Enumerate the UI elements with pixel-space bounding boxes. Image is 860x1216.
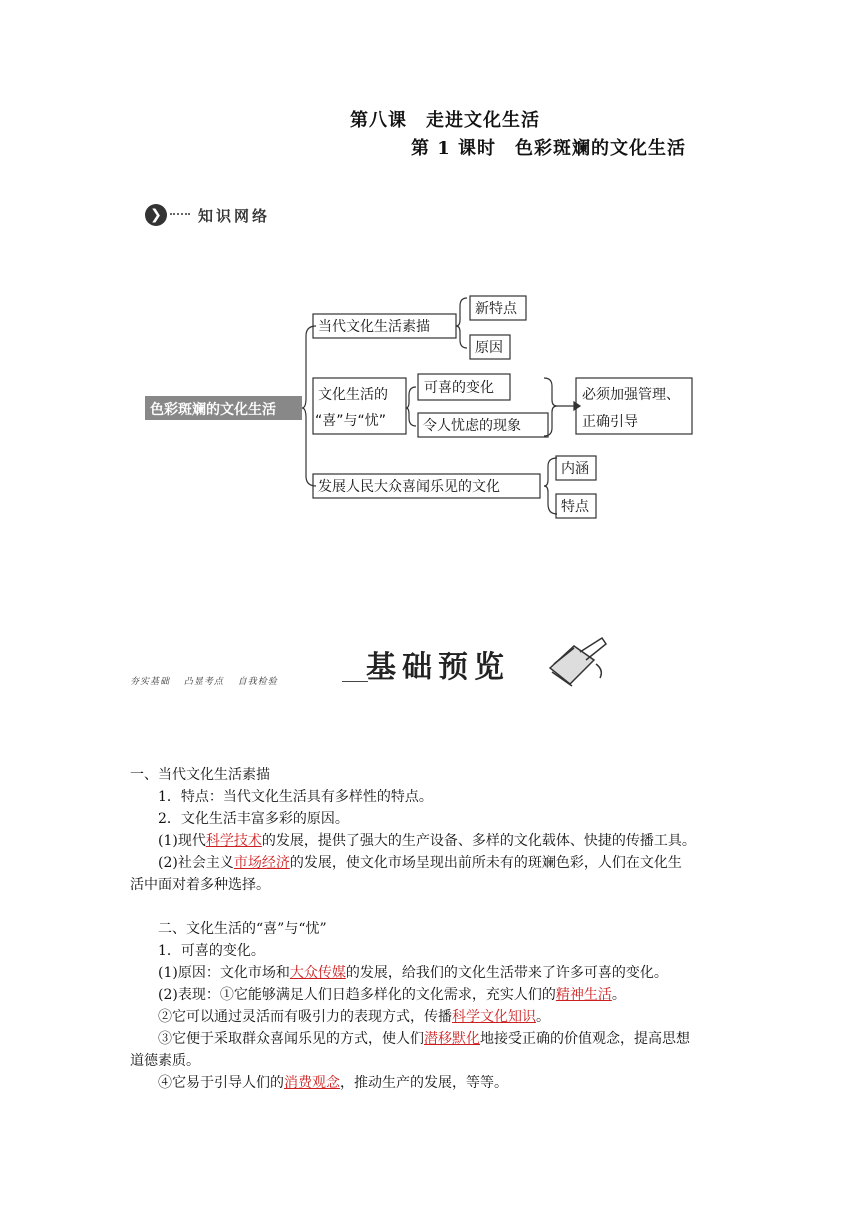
mindmap-b3-child1: 内涵 bbox=[561, 461, 589, 477]
heading-2: 二、文化生活的“喜”与“忧” bbox=[158, 921, 327, 937]
answer-blank: 大众传媒 bbox=[289, 965, 346, 981]
motto-2: 凸显考点 bbox=[183, 677, 224, 687]
motto-3: 自我检验 bbox=[237, 677, 278, 687]
mindmap-b1-child1: 新特点 bbox=[475, 301, 517, 317]
mindmap-branch2-line1: 文化生活的 bbox=[318, 387, 388, 403]
book-pen-icon bbox=[544, 634, 610, 688]
answer-blank: 潜移默化 bbox=[424, 1031, 480, 1047]
point-3-5: ④它易于引导人们的消费观念，推动生产的发展，等等。 bbox=[158, 1075, 508, 1091]
point-2-1: (1)现代科学技术的发展，提供了强大的生产设备、多样的文化载体、快捷的传播工具。 bbox=[158, 833, 696, 849]
motto-1: 夯实基础 bbox=[130, 677, 171, 687]
point-3-2: (2)表现：①它能够满足人们日趋多样化的文化需求，充实人们的精神生活。 bbox=[158, 987, 626, 1003]
mindmap-branch3-bracket bbox=[544, 458, 557, 514]
answer-blank: 精神生活 bbox=[555, 987, 612, 1003]
point-1: 1．特点：当代文化生活具有多样性的特点。 bbox=[158, 789, 433, 805]
mindmap-diagram bbox=[0, 0, 860, 560]
mindmap-result-line2: 正确引导 bbox=[582, 414, 638, 430]
mindmap-b2-child2: 令人忧虑的现象 bbox=[423, 418, 521, 434]
mindmap-b2-child1: 可喜的变化 bbox=[424, 380, 494, 396]
basic-preview-header bbox=[130, 632, 610, 690]
point-3-4: ③它便于采取群众喜闻乐见的方式，使人们潜移默化地接受正确的价值观念，提高思想 bbox=[158, 1031, 690, 1047]
point-3-4-cont: 道德素质。 bbox=[130, 1053, 200, 1069]
mindmap-right-brace bbox=[544, 378, 557, 436]
mindmap-branch1-bracket bbox=[456, 298, 467, 348]
answer-blank: 科学技术 bbox=[205, 833, 262, 849]
answer-blank: 消费观念 bbox=[284, 1075, 340, 1091]
point-2: 2．文化生活丰富多彩的原因。 bbox=[158, 811, 349, 827]
lesson-title: 第八课 走进文化生活 bbox=[350, 110, 540, 131]
arrow-right-icon: ❯ bbox=[145, 204, 167, 226]
point-3: 1．可喜的变化。 bbox=[158, 943, 265, 959]
mindmap-branch2-line2: “喜”与“忧” bbox=[315, 413, 387, 429]
mindmap-main-bracket bbox=[302, 326, 316, 486]
lesson-subtitle: 第 1 课时 色彩斑斓的文化生活 bbox=[411, 138, 687, 159]
knowledge-network-label: 知识网络 bbox=[198, 206, 271, 225]
point-2-2-cont: 活中面对着多种选择。 bbox=[130, 877, 270, 893]
point-3-1: (1)原因：文化市场和大众传媒的发展，给我们的文化生活带来了许多可喜的变化。 bbox=[158, 965, 668, 981]
header-rule bbox=[342, 681, 368, 682]
answer-blank: 科学文化知识 bbox=[452, 1009, 536, 1025]
mindmap-result-line1: 必须加强管理、 bbox=[582, 387, 680, 403]
heading-1: 一、当代文化生活素描 bbox=[130, 767, 270, 783]
mindmap-root-label: 色彩斑斓的文化生活 bbox=[150, 402, 276, 418]
mindmap-branch2-bracket bbox=[406, 387, 416, 426]
mindmap-b3-child2: 特点 bbox=[561, 499, 589, 515]
mindmap-branch3-label: 发展人民大众喜闻乐见的文化 bbox=[318, 479, 500, 495]
mindmap-b1-child2: 原因 bbox=[475, 340, 503, 356]
basic-preview-title: 基础预览 bbox=[366, 650, 510, 685]
header-mottos bbox=[130, 674, 288, 687]
mindmap-branch1-label: 当代文化生活素描 bbox=[318, 319, 430, 335]
point-3-3: ②它可以通过灵活而有吸引力的表现方式，传播科学文化知识。 bbox=[158, 1009, 550, 1025]
mindmap-arrowhead bbox=[574, 402, 580, 410]
point-2-2: (2)社会主义市场经济的发展，使文化市场呈现出前所未有的斑斓色彩，人们在文化生 bbox=[158, 855, 682, 871]
answer-blank: 市场经济 bbox=[233, 855, 290, 871]
